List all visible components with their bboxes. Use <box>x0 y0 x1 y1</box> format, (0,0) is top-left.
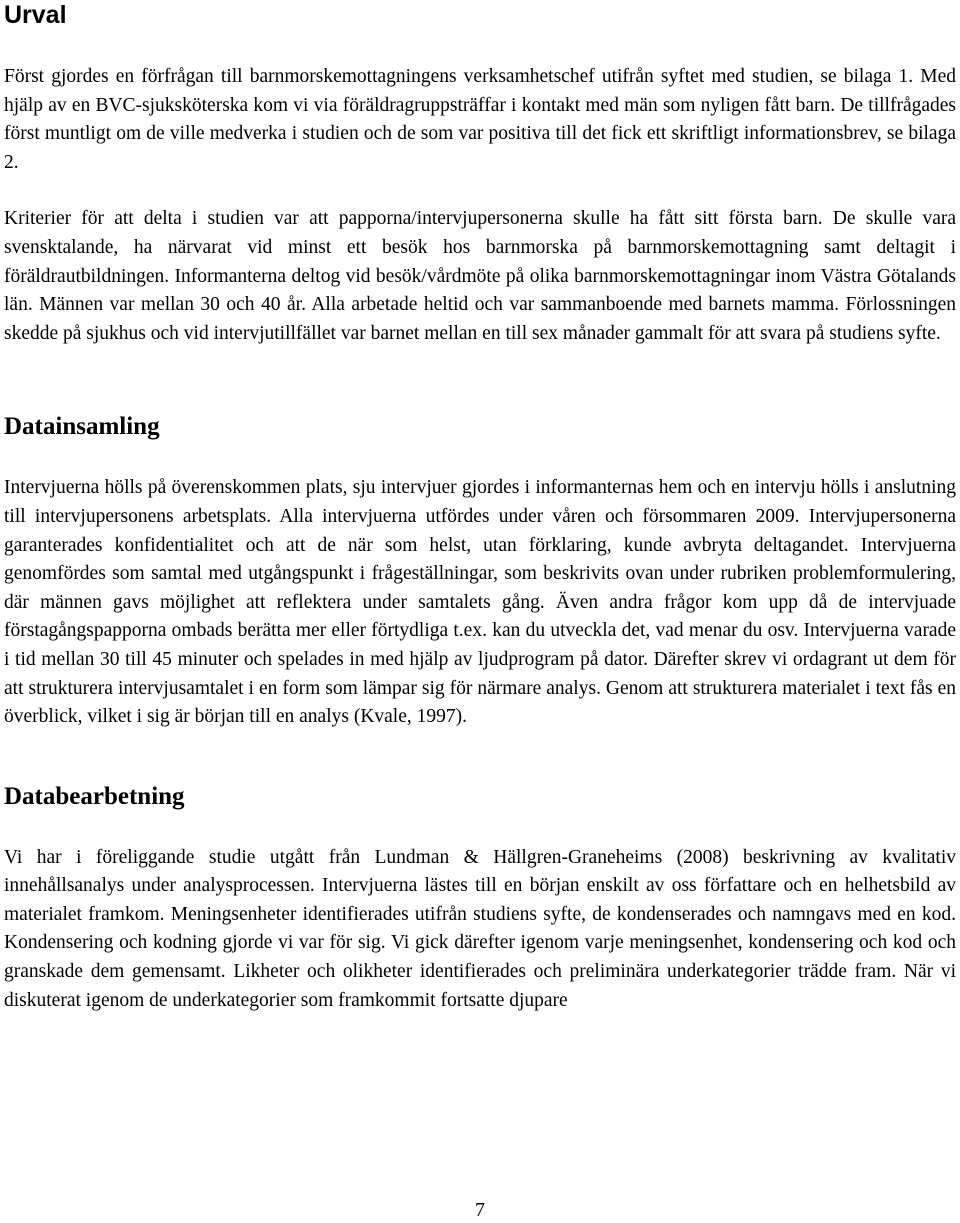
heading-databearbetning: Databearbetning <box>4 782 185 810</box>
page-number: 7 <box>475 1199 485 1221</box>
heading-datainsamling: Datainsamling <box>4 413 160 441</box>
paragraph-urval-1: Först gjordes en förfrågan till barnmorskemottagningens verksamhetschef utifrån syftet med studien, se bilaga 1. Med hjälp av en BVC-sjuksköterska kom vi via föräldragruppsträffar i kontakt med män som nyligen fått barn. De tillfrågades först muntligt om de ville medverka i studien och de som var positiva till det fick ett skriftligt informationsbrev, se bilaga 2. <box>4 66 956 173</box>
paragraph-databearbetning-1: Vi har i föreliggande studie utgått från Lundman & Hällgren-Graneheims (2008) beskrivning av kvalitativ innehållsanalys under analysprocessen. Intervjuerna lästes till en början enskilt av oss författare och en helhetsbild av materialet framkom. Meningsenheter identifierades utifrån studiens syfte, de kondenserades och namngavs med en kod. Kondensering och kodning gjorde vi var för sig. Vi gick därefter igenom varje meningsenhet, kondensering och kod och granskade dem gemensamt. Likheter och olikheter identifierades och preliminära underkategorier trädde fram. När vi diskuterat igenom de underkategorier som framkommit fortsatte djupare <box>4 846 956 1011</box>
paragraph-datainsamling-1: Intervjuerna hölls på överenskommen plats, sju intervjuer gjordes i informanternas hem och en intervju hölls i anslutning till intervjupersonens arbetsplats. Alla intervjuerna utfördes under våren och försommaren 2009. Intervjupersonerna garanterades konfidentialitet och att de när som helst, utan förklaring, kunde avbryta deltagandet. Intervjuerna genomfördes som samtal med utgångspunkt i frågeställningar, som beskrivits ovan under rubriken problemformulering, där männen gavs möjlighet att reflektera under samtalets gång. Även andra frågor kom upp då de intervjuade förstagångspapporna ombads berätta mer eller förtydliga t.ex. kan du utveckla det, vad menar du osv. Intervjuerna varade i tid mellan 30 till 45 minuter och spelades in med hjälp av ljudprogram på dator. Därefter skrev vi ordagrant ut dem för att strukturera intervjusamtalet i en form som lämpar sig för närmare analys. Genom att strukturera materialet i text fås en överblick, vilket i sig är början till en analys (Kvale, 1997). <box>4 477 956 728</box>
paragraph-urval-2: Kriterier för att delta i studien var att papporna/intervjupersonerna skulle ha fått sitt första barn. De skulle vara svensktalande, ha närvarat vid minst ett besök hos barnmorska på barnmorskemottagning samt deltagit i föräldrautbildningen. Informanterna deltog vid besök/vårdmöte på olika barnmorskemottagningar inom Västra Götalands län. Männen var mellan 30 och 40 år. Alla arbetade heltid och var sammanboende med barnets mamma. Förlossningen skedde på sjukhus och vid intervjutillfället var barnet mellan en till sex månader gammalt för att svara på studiens syfte. <box>4 208 956 344</box>
heading-urval: Urval <box>4 1 67 29</box>
document-page <box>4 0 956 1015</box>
